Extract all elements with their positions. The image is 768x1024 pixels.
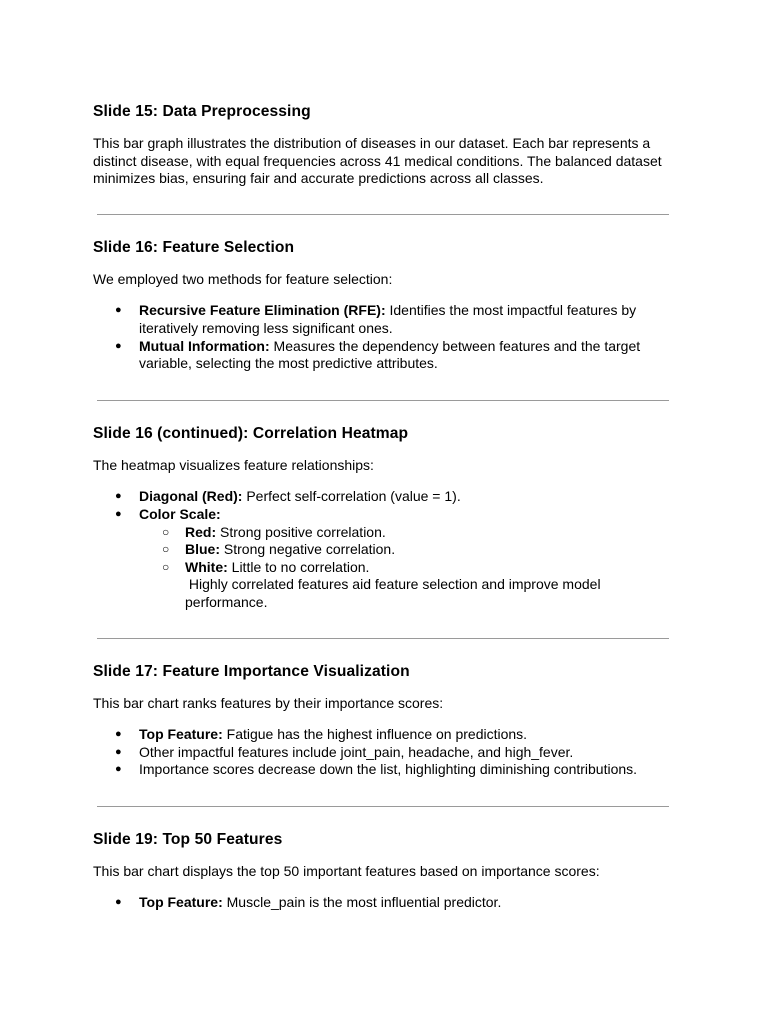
section-slide-17: [93, 662, 683, 779]
section-paragraph: The heatmap visualizes feature relationships:: [93, 456, 374, 473]
item-text: Little to no correlation.: [227, 558, 370, 575]
item-label: Top Feature:: [139, 726, 223, 743]
bullet-list: [93, 894, 683, 912]
item-text: Strong positive correlation.: [216, 523, 386, 540]
section-heading: Slide 15: Data Preprocessing: [93, 103, 311, 120]
note-text: Highly correlated features aid feature selection and improve model performance.: [185, 576, 601, 610]
item-label: Top Feature:: [139, 894, 223, 911]
item-label: Mutual Information:: [139, 337, 270, 354]
list-item: [93, 506, 683, 612]
bullet-list: [93, 302, 683, 372]
bullet-list: [93, 488, 683, 611]
item-label: Diagonal (Red):: [139, 488, 243, 505]
item-text: Strong negative correlation.: [220, 541, 396, 558]
item-label: Color Scale:: [139, 505, 221, 522]
list-item: [93, 338, 683, 373]
section-heading: Slide 19: Top 50 Features: [93, 830, 283, 848]
item-text: Muscle_pain is the most influential predictor.: [222, 894, 502, 911]
item-text: Perfect self-correlation (value = 1).: [242, 488, 461, 505]
section-slide-16: [93, 238, 683, 373]
item-text: Measures the dependency between features and the target variable, selecting the most predictive attributes.: [139, 337, 641, 372]
item-label: White:: [185, 558, 228, 575]
item-text: Fatigue has the highest influence on predictions.: [222, 726, 528, 743]
section-paragraph: We employed two methods for feature selection:: [93, 270, 393, 287]
list-item: [93, 302, 683, 337]
divider: [97, 214, 669, 215]
list-item: ● Importance scores decrease down the list, highlighting diminishing contributions.: [93, 761, 683, 779]
section-slide-16-continued: [93, 424, 683, 612]
item-label: Red:: [185, 523, 217, 540]
section-heading: Slide 16 (continued): Correlation Heatmap: [93, 424, 409, 442]
divider: [97, 806, 669, 807]
section-paragraph: This bar graph illustrates the distribution of diseases in our dataset. Each bar represents a distinct disease, with equal frequencies across 41 medical conditions. The balanced dataset minimizes bias, ensuring fair and accurate predictions across all classes.: [93, 135, 662, 187]
section-slide-19: [93, 830, 683, 912]
sub-list-item: [139, 541, 683, 559]
document-page: [93, 102, 683, 912]
divider: [97, 638, 669, 639]
sub-list-item: [139, 559, 683, 612]
list-item: ● Other impactful features include joint_pain, headache, and high_fever.: [93, 744, 683, 762]
divider: [97, 400, 669, 401]
list-item: [93, 726, 683, 744]
item-label: Recursive Feature Elimination (RFE):: [139, 302, 386, 319]
section-heading: Slide 16: Feature Selection: [93, 238, 295, 256]
list-item: [93, 894, 683, 912]
section-heading: Slide 17: Feature Importance Visualization: [93, 662, 410, 680]
section-paragraph: This bar chart ranks features by their importance scores:: [93, 694, 444, 711]
bullet-list: [93, 726, 683, 779]
sub-bullet-list: [139, 524, 683, 612]
section-paragraph: This bar chart displays the top 50 important features based on importance scores:: [93, 862, 600, 879]
continuation-note: [185, 576, 683, 611]
list-item: [93, 488, 683, 506]
item-label: Blue:: [185, 541, 220, 558]
section-slide-15: [93, 102, 683, 188]
sub-list-item: [139, 524, 683, 542]
item-text: Identifies the most impactful features by iteratively removing less significant ones.: [139, 302, 637, 336]
